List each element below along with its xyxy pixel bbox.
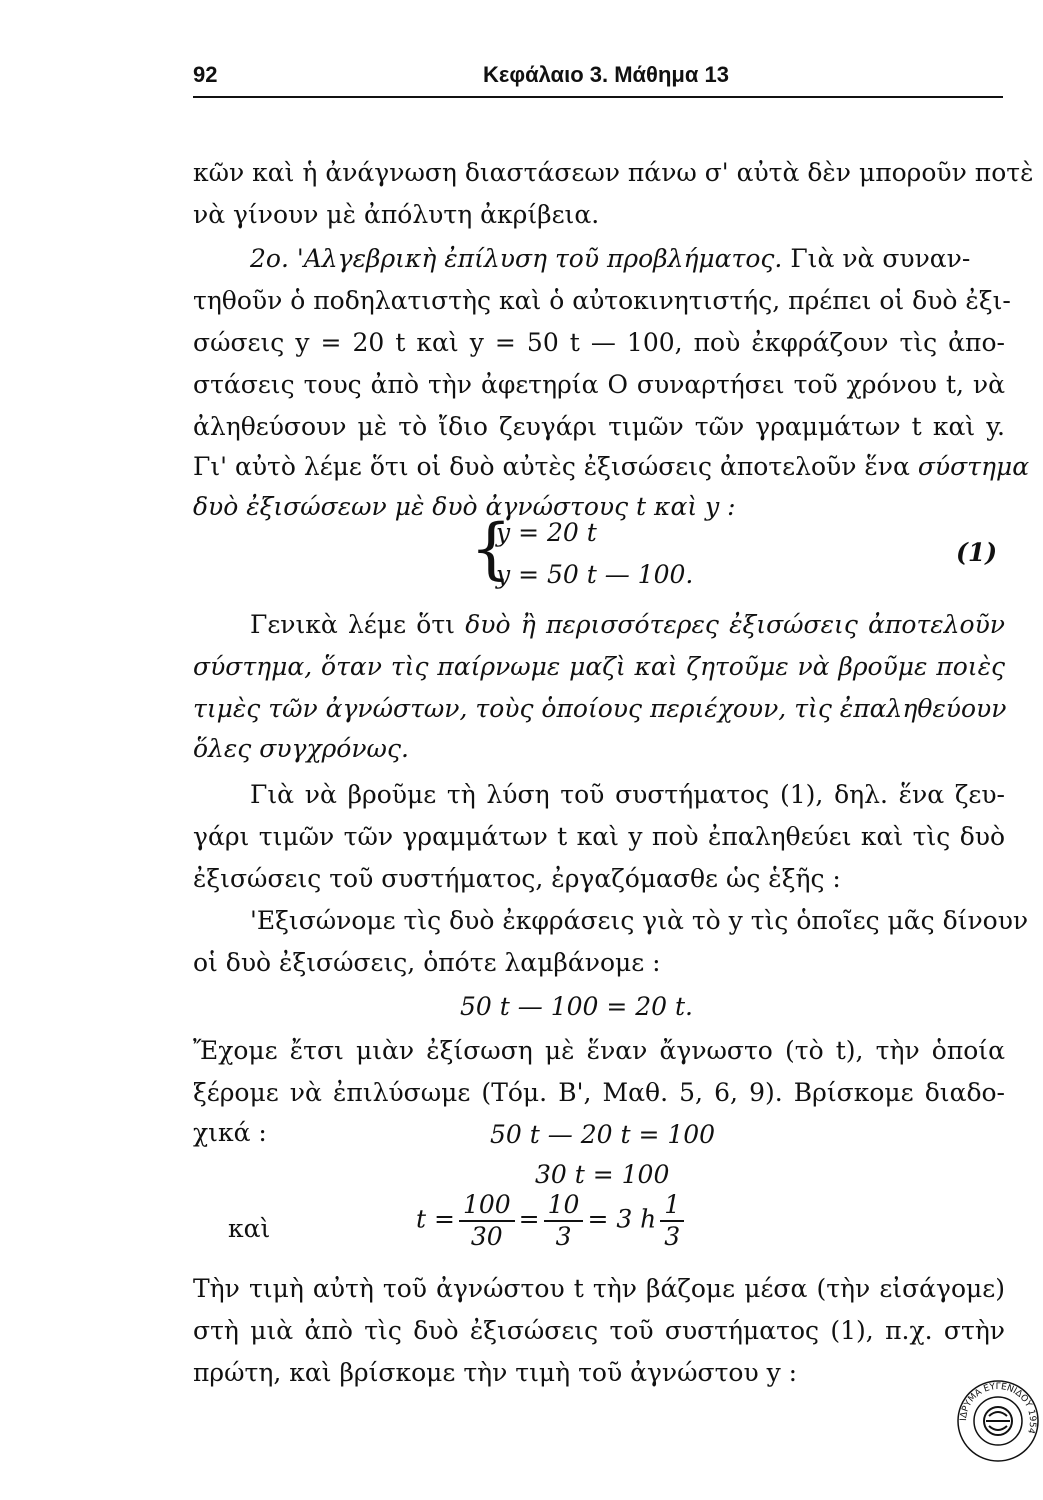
paragraph-line: σώσεις y = 20 t καὶ y = 50 t — 100, ποὺ ἐκφράζουν τὶς ἀπο- <box>193 328 1005 357</box>
paragraph-line: 'Εξισώνομε τὶς δυὸ ἐκφράσεις γιὰ τὸ y τὶς ὁποῖες μᾶς δίνουν <box>250 906 1029 935</box>
fraction-100-30 <box>459 1190 515 1252</box>
definition-line: σύστημα, ὅταν τὶς παίρνωμε μαζὶ καὶ ζητοῦμε νὰ βροῦμε ποιὲς <box>193 652 1005 681</box>
section-heading-line <box>250 244 1005 274</box>
foundation-seal-icon <box>955 1378 1041 1464</box>
definition-line: τιμὲς τῶν ἀγνώστων, τοὺς ὁποίους περιέχουν, τὶς ἐπαληθεύουν <box>193 694 1007 723</box>
emphasis-term: σύστημα <box>917 452 1030 481</box>
paragraph-line: Γιὰ νὰ βροῦμε τὴ λύση τοῦ συστήματος (1), δηλ. ἕνα ζευ- <box>250 780 1005 809</box>
fraction-lhs: t = <box>416 1204 455 1234</box>
paragraph-text: Γιὰ νὰ συναν- <box>782 244 971 273</box>
paragraph-line: κῶν καὶ ἡ ἀνάγνωση διαστάσεων πάνω σ' αὐτὰ δὲν μποροῦν ποτὲ <box>193 158 1034 187</box>
paragraph-line: χικά : <box>193 1118 267 1147</box>
paragraph-line: ἐξισώσεις τοῦ συστήματος, ἐργαζόμασθε ὡς ἑξῆς : <box>193 864 841 893</box>
paragraph-line <box>193 452 1029 482</box>
page-header <box>193 62 1003 94</box>
equation-c: 30 t = 100 <box>535 1160 670 1189</box>
paragraph-line: νὰ γίνουν μὲ ἀπόλυτη ἀκρίβεια. <box>193 200 600 229</box>
definition-line: ὅλες συγχρόνως. <box>193 734 409 763</box>
definition-text: δυὸ ἢ περισσότερες ἐξισώσεις ἀποτελοῦν <box>465 610 1005 639</box>
paragraph-text: Γενικὰ λέμε ὅτι <box>250 610 466 639</box>
paragraph-line: ἀληθεύσουν μὲ τὸ ἴδιο ζευγάρι τιμῶν τῶν γραμμάτων t καὶ y. <box>193 412 1005 441</box>
header-rule <box>193 96 1003 98</box>
running-title: Κεφάλαιο 3. Μάθημα 13 <box>483 62 729 87</box>
section-heading: 'Αλγεβρικὴ ἐπίλυση τοῦ προβλήματος. <box>296 244 783 273</box>
page-number: 92 <box>193 62 218 87</box>
equation-number: (1) <box>956 538 998 567</box>
svg-text:ΙΔΡΥΜΑ ΕΥΓΕΝΙΔΟΥ 1954 <box>959 1382 1037 1435</box>
paragraph-line: στάσεις τους ἀπὸ τὴν ἀφετηρία O συναρτήσει τοῦ χρόνου t, νὰ <box>193 370 1005 399</box>
equals-sign: = <box>518 1204 540 1234</box>
fraction-1-3 <box>660 1190 684 1252</box>
fraction-denominator: 30 <box>470 1222 503 1251</box>
paragraph-line: τηθοῦν ὁ ποδηλατιστὴς καὶ ὁ αὐτοκινητιστής, πρέπει οἱ δυὸ ἐξι- <box>193 286 1011 315</box>
fraction-10-3 <box>544 1190 584 1252</box>
paragraph-line: Ἔχομε ἔτσι μιὰν ἐξίσωση μὲ ἕναν ἄγνωστο (τὸ t), τὴν ὁποία <box>193 1036 1005 1065</box>
paragraph-line <box>250 610 1005 640</box>
fraction-equation <box>416 1190 688 1252</box>
section-number: 2ο. <box>250 244 297 273</box>
paragraph-line: Τὴν τιμὴ αὐτὴ τοῦ ἀγνώστου t τὴν βάζομε μέσα (τὴν εἰσάγομε) <box>193 1274 1005 1303</box>
fraction-numerator: 10 <box>544 1190 584 1222</box>
paragraph-line: οἱ δυὸ ἐξισώσεις, ὁπότε λαμβάνομε : <box>193 948 661 977</box>
paragraph-line: δυὸ ἐξισώσεων μὲ δυὸ ἀγνώστους t καὶ y : <box>193 492 736 521</box>
equation-b: 50 t — 20 t = 100 <box>490 1120 716 1149</box>
fraction-denominator: 3 <box>555 1222 572 1251</box>
paragraph-line: στὴ μιὰ ἀπὸ τὶς δυὸ ἐξισώσεις τοῦ συστήματος (1), π.χ. στὴν <box>193 1316 1005 1345</box>
paragraph-text: Γι' αὐτὸ λέμε ὅτι οἱ δυὸ αὐτὲς ἐξισώσεις ἀποτελοῦν ἕνα <box>193 452 918 481</box>
equation-a: 50 t — 100 = 20 t. <box>460 992 694 1021</box>
fraction-mid: = 3 h <box>587 1204 657 1234</box>
fraction-numerator: 100 <box>459 1190 515 1222</box>
seal-text: ΙΔΡΥΜΑ ΕΥΓΕΝΙΔΟΥ 1954 <box>958 1381 1038 1435</box>
fraction-denominator: 3 <box>664 1222 681 1251</box>
conjunction-kai: καὶ <box>228 1214 271 1243</box>
paragraph-line: ξέρομε νὰ ἐπιλύσωμε (Τόμ. Β', Μαθ. 5, 6, 9). Βρίσκομε διαδο- <box>193 1078 1005 1107</box>
fraction-numerator: 1 <box>660 1190 684 1222</box>
paragraph-line: πρώτη, καὶ βρίσκομε τὴν τιμὴ τοῦ ἀγνώστου y : <box>193 1358 798 1387</box>
system-equation-2: y = 50 t — 100. <box>496 560 694 589</box>
system-brace: { <box>470 510 512 587</box>
paragraph-line: γάρι τιμῶν τῶν γραμμάτων t καὶ y ποὺ ἐπαληθεύει καὶ τὶς δυὸ <box>193 822 1005 851</box>
system-equation-1: y = 20 t <box>496 518 597 547</box>
